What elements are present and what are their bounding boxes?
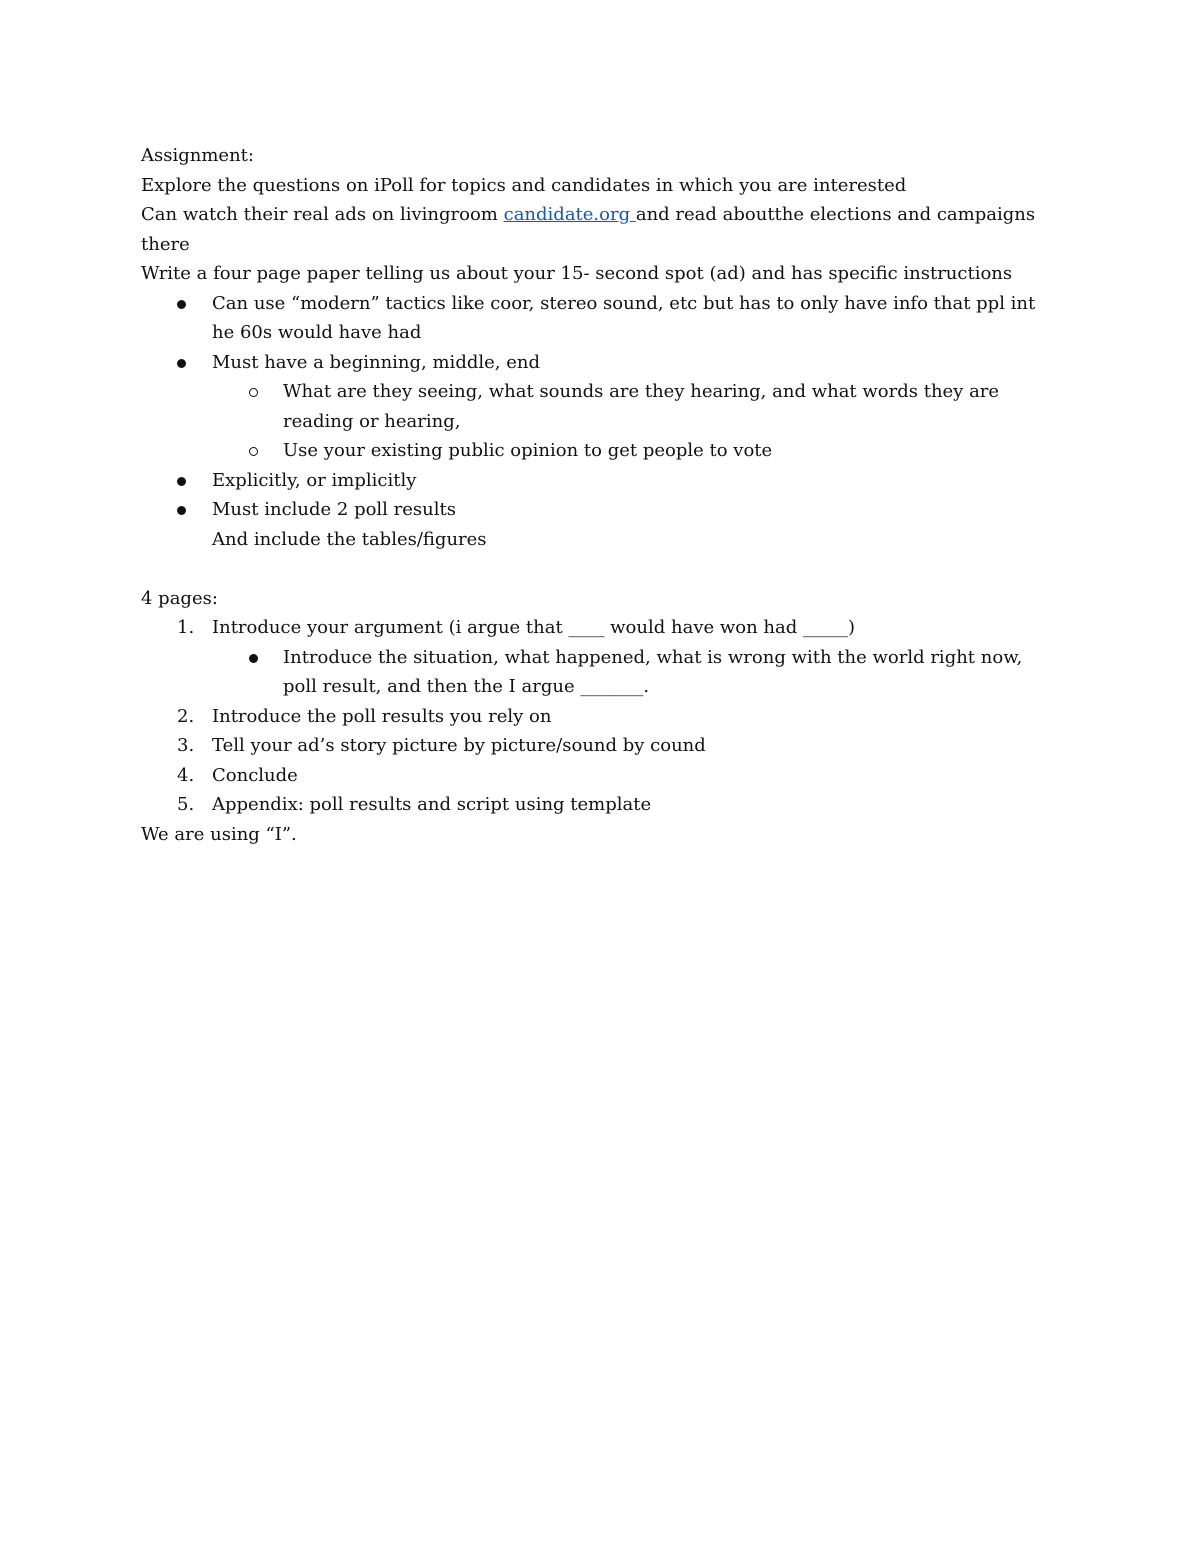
sub-bullet-text: Use your existing public opinion to get people to vote [283,440,773,461]
bullet-text: Explicitly, or implicitly [212,469,417,491]
sub-bullet-text: What are they seeing, what sounds are they hearing, and what words they are reading or hearing, [283,381,1000,432]
item-number: 1. [177,617,195,638]
item-number: 3. [177,735,195,756]
closing-line: We are using “I”. [141,823,297,845]
bullet-item [141,466,1061,496]
bullet-continuation-text: And include the tables/figures [212,528,487,550]
numbered-text: Appendix: poll results and script using template [212,794,652,815]
intro-line-paper: Write a four page paper telling us about your 15- second spot (ad) and has specific instructions [141,263,1013,284]
intro-line-ads-before: Can watch their real ads on livingroom [141,204,504,225]
candidate-org-link[interactable]: candidate.org [503,204,636,225]
item-number: 4. [177,764,195,786]
bullet-circle-icon [249,377,258,407]
sub-bullet-item [141,377,1061,436]
numbered-item [141,790,1061,820]
bullet-text: Must include 2 poll results [212,499,456,520]
numbered-item [141,761,1061,791]
numbered-text: Introduce the poll results you rely on [212,705,552,727]
bullet-text: Must have a beginning, middle, end [212,351,540,373]
instructions-bullet-list [141,289,1061,525]
blank-line [141,554,1061,584]
numbered-item [141,702,1061,732]
assignment-heading: Assignment: [141,145,254,166]
bullet-dot-icon [177,348,186,378]
numbered-text: Conclude [212,764,298,786]
pages-heading: 4 pages: [141,587,218,609]
bullet-text: Can use “modern” tactics like coor, stereo sound, etc but has to only have info that ppl int he 60s would have had [212,292,1036,343]
numbered-sub-bullet-item [141,643,1061,702]
intro-line-ads [141,200,1061,259]
pages-numbered-list [141,613,1061,820]
numbered-text: Tell your ad’s story picture by picture/sound by cound [212,735,706,756]
numbered-item [141,613,1061,643]
numbered-item [141,731,1061,761]
bullet-item [141,289,1061,348]
sub-bullet-item [141,436,1061,466]
intro-line-ipoll: Explore the questions on iPoll for topics and candidates in which you are interested [141,174,907,196]
intro-line-ads-after: and read aboutthe elections and campaigns there [141,204,1036,255]
numbered-text: Introduce your argument (i argue that ____ would have won had _____) [212,617,856,638]
bullet-dot-icon [177,495,186,525]
bullet-dot-icon [249,643,258,673]
item-number: 5. [177,794,195,815]
numbered-sub-text: Introduce the situation, what happened, what is wrong with the world right now, poll result, and then the I argue _______. [283,646,1023,697]
bullet-item [141,348,1061,378]
bullet-item [141,495,1061,525]
item-number: 2. [177,705,195,727]
bullet-dot-icon [177,289,186,319]
document-page [141,141,1061,849]
bullet-circle-icon [249,436,258,466]
bullet-dot-icon [177,466,186,496]
